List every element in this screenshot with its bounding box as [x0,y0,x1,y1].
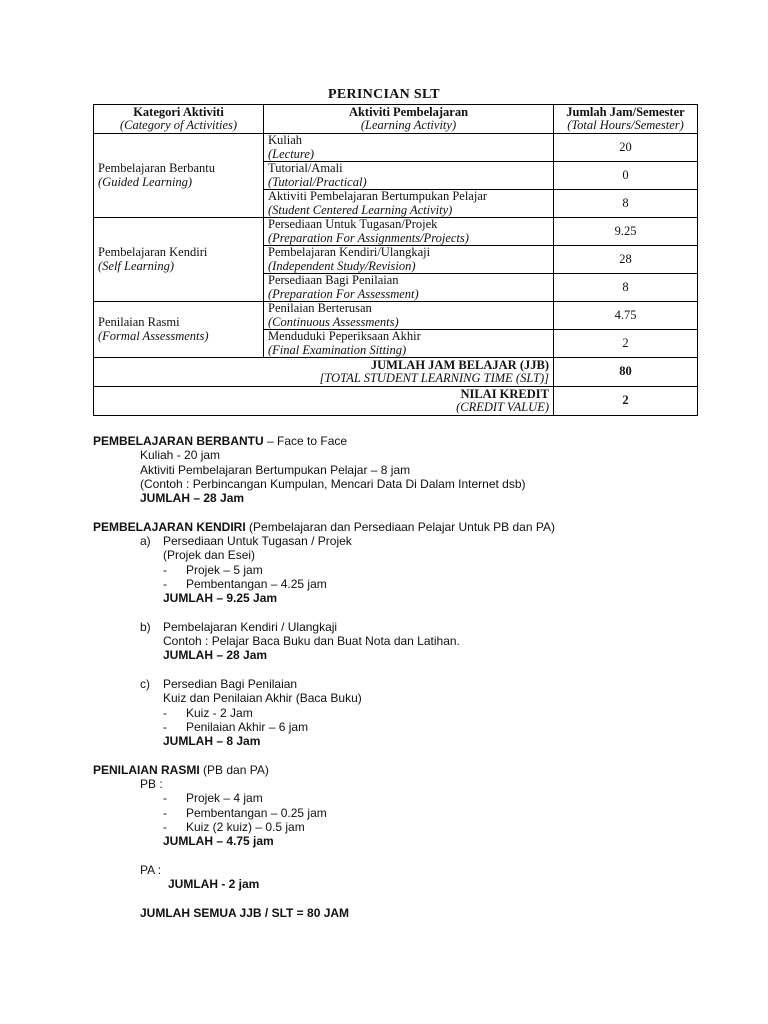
credit-row [94,387,698,416]
formal-heading: PENILAIAN RASMI (PB dan PA) [93,762,269,777]
note-line: Kuliah - 20 jam [140,448,221,463]
header-hours: Jumlah Jam/Semester (Total Hours/Semester) [554,105,698,134]
page-title: PERINCIAN SLT [328,87,440,102]
hours-cell: 4.75 [554,302,698,330]
hours-cell: 8 [554,190,698,218]
table-row [94,134,698,162]
list-item: - Kuiz (2 kuiz) – 0.5 jam [163,820,305,835]
hours-cell: 0 [554,162,698,190]
list-item: - Kuiz - 2 Jam [163,705,253,720]
list-item: - Projek – 4 jam [163,791,263,806]
pb-label: PB : [140,777,163,792]
note-line: Contoh : Pelajar Baca Buku dan Buat Nota dan Latihan. [163,634,460,649]
category-formal: Penilaian Rasmi (Formal Assessments) [94,302,264,358]
self-b-total: JUMLAH – 28 Jam [163,648,268,663]
total-slt-row [94,358,698,387]
hours-cell: 2 [554,330,698,358]
activity-cell: Aktiviti Pembelajaran Bertumpukan Pelajar (Student Centered Learning Activity) [264,190,554,218]
activity-cell: Tutorial/Amali (Tutorial/Practical) [264,162,554,190]
activity-cell: Persediaan Untuk Tugasan/Projek (Preparation For Assignments/Projects) [264,218,554,246]
hours-cell: 8 [554,274,698,302]
self-a-total: JUMLAH – 9.25 Jam [163,591,278,606]
activity-cell: Penilaian Berterusan (Continuous Assessments) [264,302,554,330]
header-category: Kategori Aktiviti (Category of Activities) [94,105,264,134]
list-item: - Penilaian Akhir – 6 jam [163,719,309,734]
category-guided: Pembelajaran Berbantu (Guided Learning) [94,134,264,218]
activity-cell: Pembelajaran Kendiri/Ulangkaji (Independent Study/Revision) [264,246,554,274]
note-line: Kuiz dan Penilaian Akhir (Baca Buku) [163,691,362,706]
slt-table [93,104,698,416]
credit-value: 2 [554,387,698,416]
list-item: - Pembentangan – 4.25 jam [163,576,327,591]
list-item: c) Persedian Bagi Penilaian [140,677,298,692]
note-line: (Contoh : Perbincangan Kumpulan, Mencari Data Di Dalam Internet dsb) [140,476,526,491]
list-item: b) Pembelajaran Kendiri / Ulangkaji [140,619,338,634]
self-c-total: JUMLAH – 8 Jam [163,734,261,749]
table-header-row [94,105,698,134]
list-item: a) Persediaan Untuk Tugasan / Projek [140,534,352,549]
hours-cell: 20 [554,134,698,162]
note-line: (Projek dan Esei) [163,548,256,563]
note-line: Aktiviti Pembelajaran Bertumpukan Pelajar – 8 jam [140,462,411,477]
activity-cell: Kuliah (Lecture) [264,134,554,162]
notes-section [93,434,733,920]
pa-label: PA : [140,862,162,877]
grand-total: JUMLAH SEMUA JJB / SLT = 80 JAM [140,905,350,920]
self-heading: PEMBELAJARAN KENDIRI (Pembelajaran dan Persediaan Pelajar Untuk PB dan PA) [93,519,555,534]
table-row [94,218,698,246]
category-self: Pembelajaran Kendiri (Self Learning) [94,218,264,302]
table-row [94,302,698,330]
hours-cell: 9.25 [554,218,698,246]
total-slt-value: 80 [554,358,698,387]
hours-cell: 28 [554,246,698,274]
list-item: - Pembentangan – 0.25 jam [163,805,327,820]
guided-total: JUMLAH – 28 Jam [140,491,245,506]
total-slt-label: JUMLAH JAM BELAJAR (JJB) [TOTAL STUDENT LEARNING TIME (SLT)] [94,358,554,387]
credit-label: NILAI KREDIT (CREDIT VALUE) [94,387,554,416]
activity-cell: Persediaan Bagi Penilaian (Preparation For Assessment) [264,274,554,302]
header-activity: Aktiviti Pembelajaran (Learning Activity) [264,105,554,134]
pa-total: JUMLAH - 2 jam [168,877,260,892]
guided-heading: PEMBELAJARAN BERBANTU – Face to Face [93,434,348,448]
pb-total: JUMLAH – 4.75 jam [163,834,274,849]
list-item: - Projek – 5 jam [163,562,263,577]
activity-cell: Menduduki Peperiksaan Akhir (Final Examination Sitting) [264,330,554,358]
